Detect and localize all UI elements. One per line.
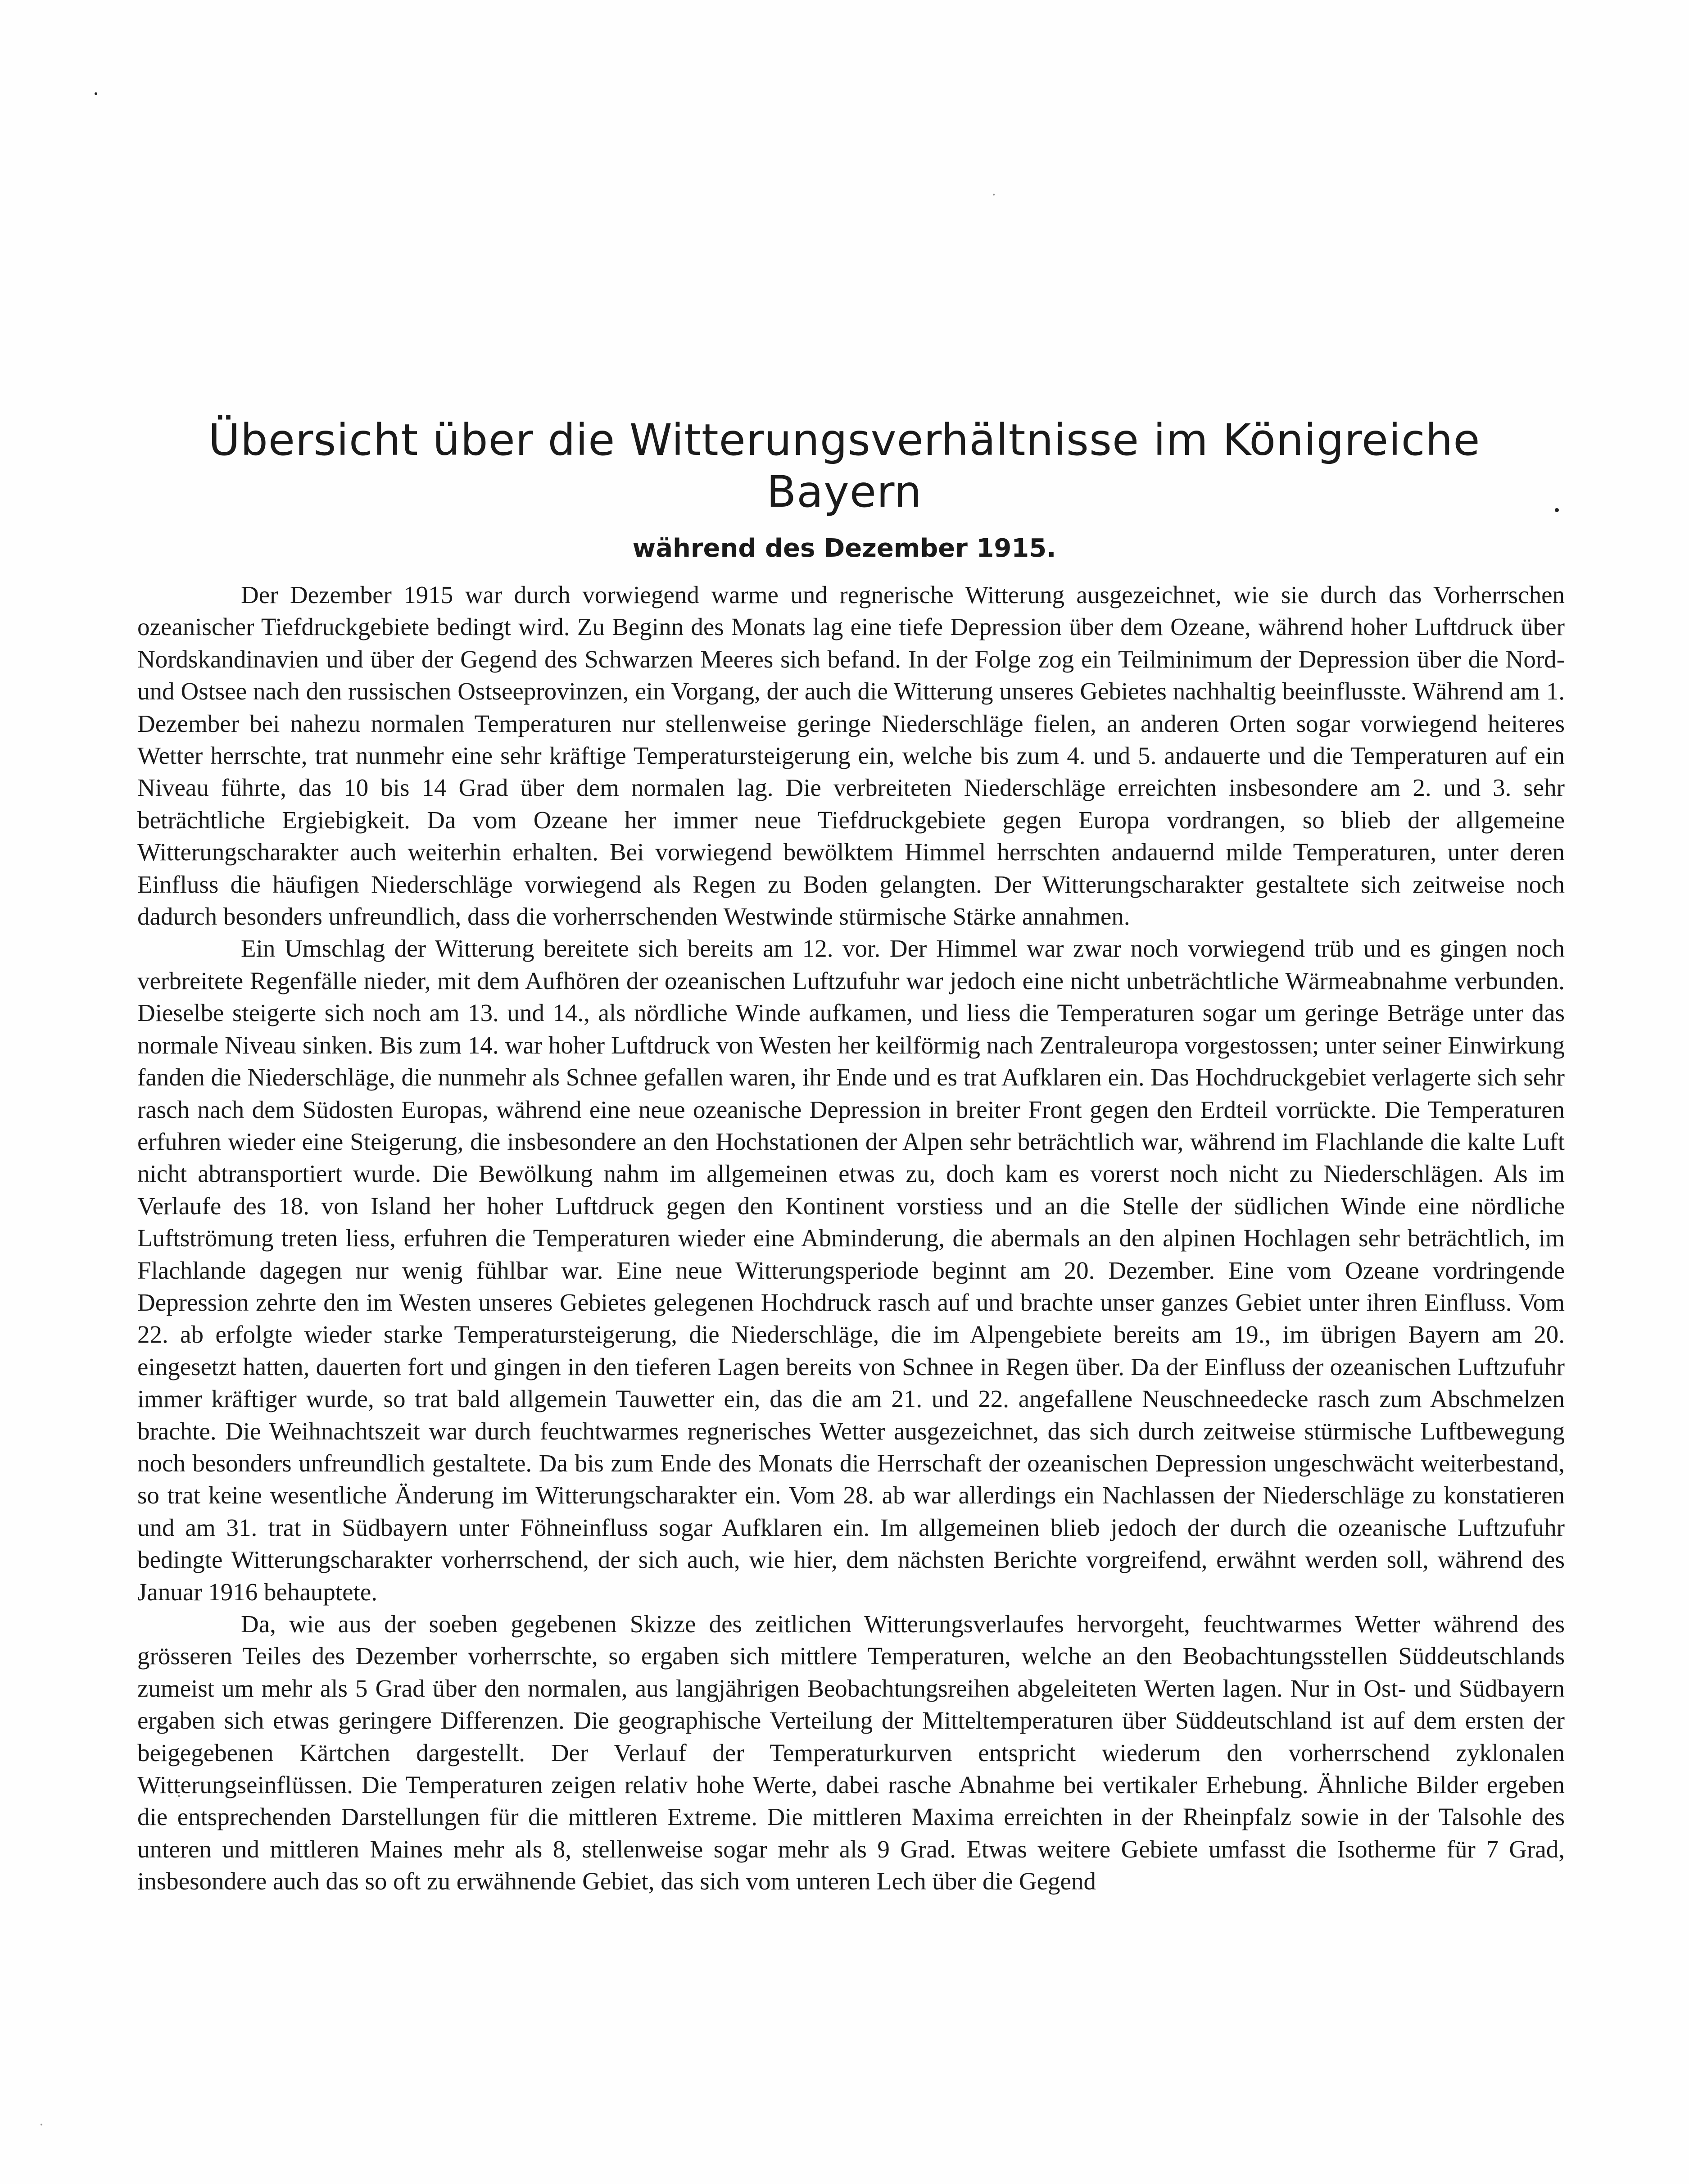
heading-block [135,414,1553,564]
scan-speck [993,194,995,195]
scan-speck [1555,508,1559,512]
document-subtitle: während des Dezember 1915. [632,534,1056,563]
paragraph: Da, wie aus der soeben gegebenen Skizze des zeitlichen Witterungsverlaufes hervorgeht, feuchtwarmes Wetter während des grösseren Teiles des Dezember vorherrschte, so ergaben sich mittlere Temperaturen, welche an den Beobachtungsstellen Süddeutschlands zumeist um mehr als 5 Grad über den normalen, aus langjährigen Beobachtungsreihen abgeleiteten Werten lagen. Nur in Ost- und Südbayern ergaben sich etwas geringere Differenzen. Die geographische Verteilung der Mitteltemperaturen über Süddeutschland ist auf dem ersten der beigegebenen Kärtchen dargestellt. Der Verlauf der Temperaturkurven entspricht wiederum den vorherrschend zyklonalen Witterungseinflüssen. Die Temperaturen zeigen relativ hohe Werte, dabei rasche Abnahme bei vertikaler Erhebung. Ähnliche Bilder ergeben die entsprechenden Darstellungen für die mittleren Extreme. Die mittleren Maxima erreichten in der Rheinpfalz sowie in der Talsohle des unteren und mittleren Maines mehr als 8, stellenweise sogar mehr als 9 Grad. Etwas weitere Gebiete umfasst die Isotherme für 7 Grad, insbesondere auch das so oft zu erwähnende Gebiet, das sich vom unteren Lech über die Gegend [137,1610,1565,1895]
document-title: Übersicht über die Witterungsverhältnisse im Königreiche Bayern [208,415,1481,518]
body-text [137,579,1565,1898]
paragraph: Der Dezember 1915 war durch vorwiegend warme und regnerische Witterung ausgezeichnet, wie sie durch das Vorherrschen ozeanischer Tiefdruckgebiete bedingt wird. Zu Beginn des Monats lag eine tiefe Depression über dem Ozeane, während hoher Luftdruck über Nordskandinavien und über der Gegend des Schwarzen Meeres sich befand. In der Folge zog ein Teilminimum der Depression über die Nord- und Ostsee nach den russischen Ostseeprovinzen, ein Vorgang, der auch die Witterung unseres Gebietes nachhaltig beeinflusste. Während am 1. Dezember bei nahezu normalen Temperaturen nur stellenweise geringe Niederschläge fielen, an anderen Orten sogar vorwiegend heiteres Wetter herrschte, trat nunmehr eine sehr kräftige Temperatursteigerung ein, welche bis zum 4. und 5. andauerte und die Temperaturen auf ein Niveau führte, das 10 bis 14 Grad über dem normalen lag. Die verbreiteten Niederschläge erreichten insbesondere am 2. und 3. sehr beträchtliche Ergiebigkeit. Da vom Ozeane her immer neue Tiefdruckgebiete gegen Europa vordrangen, so blieb der allgemeine Witterungscharakter auch weiterhin erhalten. Bei vorwiegend bewölktem Himmel herrschten andauernd milde Temperaturen, unter deren Einfluss die häufigen Niederschläge vorwiegend als Regen zu Boden gelangten. Der Witterungscharakter gestaltete sich zeitweise noch dadurch besonders unfreundlich, dass die vorherrschenden Westwinde stürmische Stärke annahmen. [137,581,1565,931]
scan-speck [41,2124,42,2125]
paragraph: Ein Umschlag der Witterung bereitete sich bereits am 12. vor. Der Himmel war zwar noch vorwiegend trüb und es gingen noch verbreitete Regenfälle nieder, mit dem Aufhören der ozeanischen Luftzufuhr war jedoch eine nicht unbeträchtliche Wärmeabnahme verbunden. Dieselbe steigerte sich noch am 13. und 14., als nördliche Winde aufkamen, und liess die Temperaturen sogar um geringe Beträge unter das normale Niveau sinken. Bis zum 14. war hoher Luftdruck von Westen her keilförmig nach Zentraleuropa vorgestossen; unter seiner Einwirkung fanden die Niederschläge, die nunmehr als Schnee gefallen waren, ihr Ende und es trat Aufklaren ein. Das Hochdruckgebiet verlagerte sich sehr rasch nach dem Südosten Europas, während eine neue ozeanische Depression in breiter Front gegen den Erdteil vorrückte. Die Temperaturen erfuhren wieder eine Steigerung, die insbesondere an den Hochstationen der Alpen sehr beträchtlich war, während im Flachlande die kalte Luft nicht abtransportiert wurde. Die Bewölkung nahm im allgemeinen etwas zu, doch kam es vorerst noch nicht zu Niederschlägen. Als im Verlaufe des 18. von Island her hoher Luftdruck gegen den Kontinent vorstiess und an die Stelle der südlichen Winde eine nördliche Luftströmung treten liess, erfuhren die Temperaturen wieder eine Abminderung, die abermals an den alpinen Hochlagen sehr beträchtlich, im Flachlande dagegen nur wenig fühlbar war. Eine neue Witterungsperiode beginnt am 20. Dezember. Eine vom Ozeane vordringende Depression zehrte den im Westen unseres Gebietes gelegenen Hochdruck rasch auf und brachte unser ganzes Gebiet unter ihren Einfluss. Vom 22. ab erfolgte wieder starke Temperatursteigerung, die Niederschläge, die im Alpengebiete bereits am 19., im übrigen Bayern am 20. eingesetzt hatten, dauerten fort und gingen in den tieferen Lagen bereits von Schnee in Regen über. Da der Einfluss der ozeanischen Luftzufuhr immer kräftiger wurde, so trat bald allgemein Tauwetter ein, das die am 21. und 22. angefallene Neuschneedecke rasch zum Abschmelzen brachte. Die Weihnachtszeit war durch feuchtwarmes regnerisches Wetter ausgezeichnet, das sich durch zeitweise stürmische Luftbewegung noch besonders unfreundlich gestaltete. Da bis zum Ende des Monats die Herrschaft der ozeanischen Depression ungeschwächt weiterbestand, so trat keine wesentliche Änderung im Witterungscharakter ein. Vom 28. ab war allerdings ein Nachlassen der Niederschläge zu konstatieren und am 31. trat in Südbayern unter Föhneinfluss sogar Aufklaren ein. Im allgemeinen blieb jedoch der durch die ozeanische Luftzufuhr bedingte Witterungscharakter vorherrschend, der sich auch, wie hier, dem nächsten Berichte vorgreifend, erwähnt werden soll, während des Januar 1916 behauptete. [137,935,1565,1606]
scan-speck [95,92,97,95]
